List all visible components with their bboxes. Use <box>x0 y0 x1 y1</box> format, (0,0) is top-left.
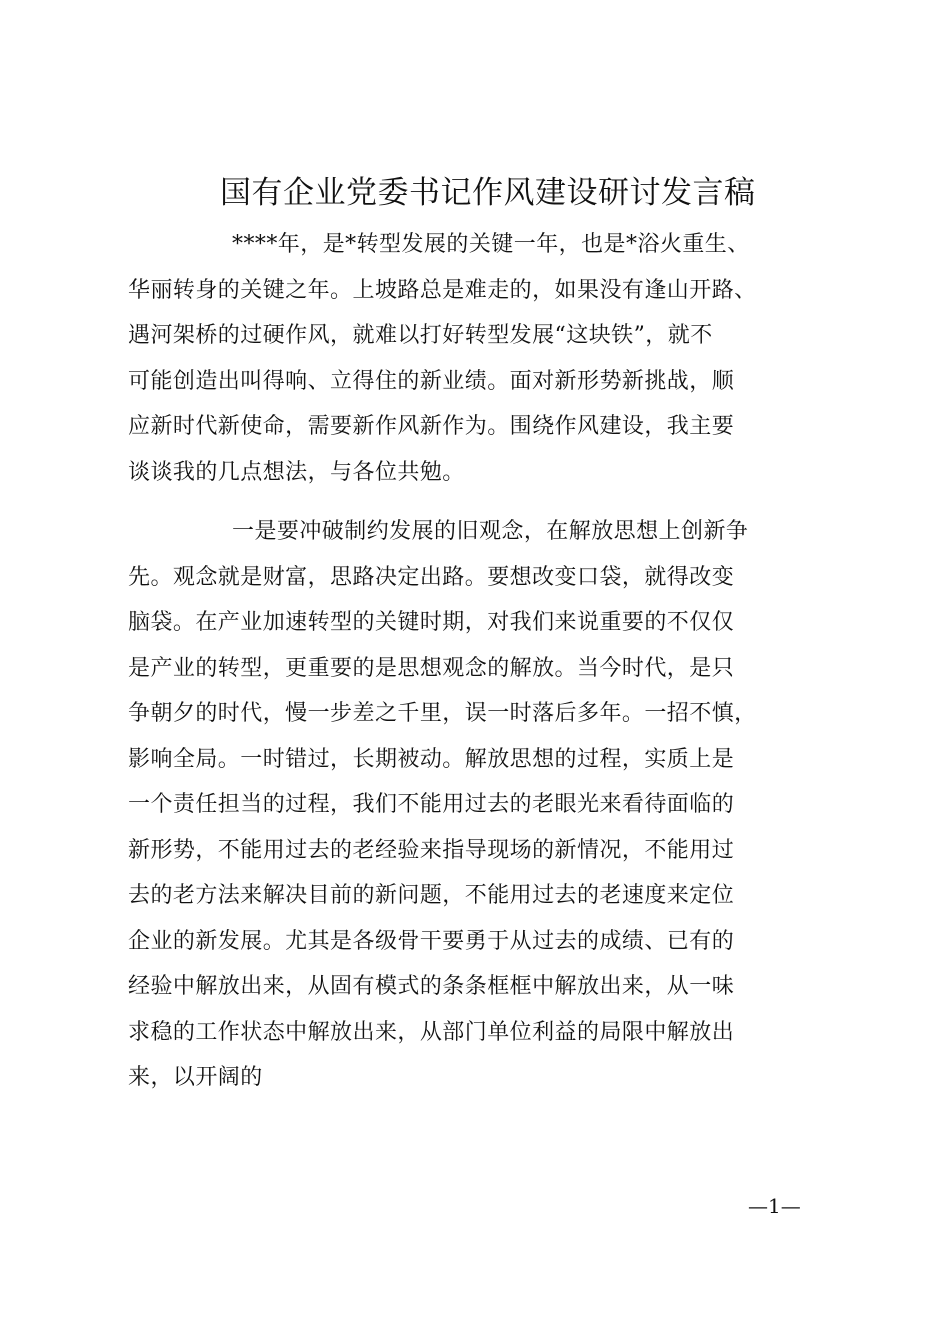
text-line: 脑袋。在产业加速转型的关键时期，对我们来说重要的不仅仅 <box>128 610 735 635</box>
text-line: 一个责任担当的过程，我们不能用过去的老眼光来看待面临的 <box>128 792 735 817</box>
text-line: 求稳的工作状态中解放出来，从部门单位利益的局限中解放出 <box>128 1019 735 1045</box>
text-line: 影响全局。一时错过，长期被动。解放思想的过程，实质上是 <box>128 746 735 772</box>
text-line: 新形势，不能用过去的老经验来指导现场的新情况，不能用过 <box>128 837 735 863</box>
paragraph-intro <box>128 222 818 495</box>
text-line: 去的老方法来解决目前的新问题，不能用过去的老速度来定位 <box>128 883 735 908</box>
document-title: 国有企业党委书记作风建设研讨发言稿 <box>220 175 756 211</box>
text-line: 是产业的转型，更重要的是思想观念的解放。当今时代，是只 <box>128 655 735 681</box>
text-line: 经验中解放出来，从固有模式的条条框框中解放出来，从一味 <box>128 974 735 999</box>
text-line: 先。观念就是财富，思路决定出路。要想改变口袋，就得改变 <box>128 564 735 590</box>
text-line: 遇河架桥的过硬作风，就难以打好转型发展“这块铁”，就不 <box>128 323 713 348</box>
document-body <box>128 222 818 1115</box>
text-line: 可能创造出叫得响、立得住的新业绩。面对新形势新挑战，顺 <box>128 368 735 394</box>
text-line: 企业的新发展。尤其是各级骨干要勇于从过去的成绩、已有的 <box>128 928 735 954</box>
text-line: 华丽转身的关键之年。上坡路总是难走的，如果没有逢山开路、 <box>128 277 757 303</box>
text-line: 应新时代新使命，需要新作风新作为。围绕作风建设，我主要 <box>128 414 735 439</box>
paragraph-point-one <box>128 509 818 1101</box>
page-number: —1— <box>748 1194 801 1218</box>
text-line: 谈谈我的几点想法，与各位共勉。 <box>128 459 465 485</box>
text-line: ****年，是*转型发展的关键一年，也是*浴火重生、 <box>232 232 750 257</box>
text-line: 一是要冲破制约发展的旧观念，在解放思想上创新争 <box>232 519 749 544</box>
text-line: 争朝夕的时代，慢一步差之千里，误一时落后多年。一招不慎， <box>128 701 757 726</box>
text-line: 来，以开阔的 <box>128 1065 263 1090</box>
